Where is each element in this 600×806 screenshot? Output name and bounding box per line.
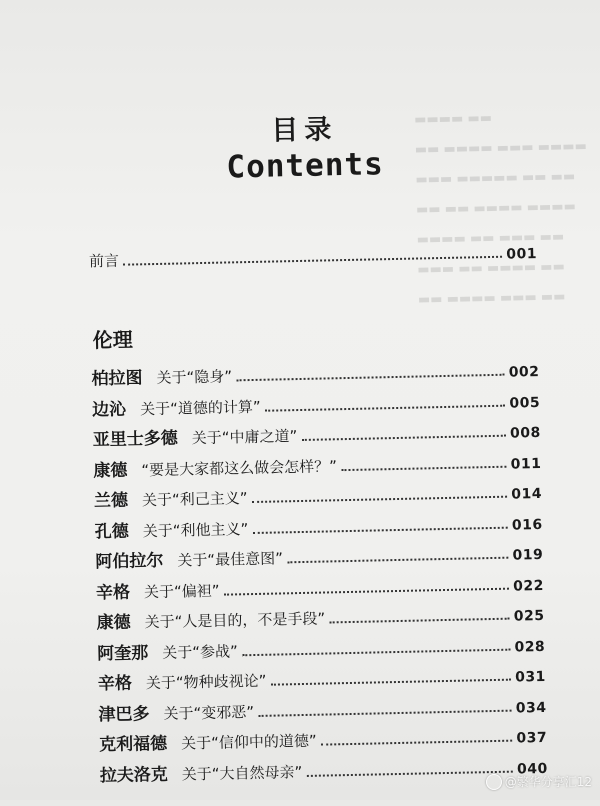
watermark (486, 773, 592, 790)
toc-entry (94, 507, 542, 541)
entry-topic: 关于“道德的计算” (139, 397, 261, 418)
entry-topic: 关于“中庸之道” (191, 427, 298, 448)
page-number: 025 (513, 607, 545, 625)
leader-dots (265, 403, 506, 411)
toc-entry (95, 538, 543, 572)
leader-dots (252, 495, 508, 503)
leader-dots (306, 769, 513, 776)
entry-topic: 关于“变邪恶” (163, 702, 255, 723)
page-number: 028 (514, 638, 546, 656)
philosopher-name: 辛格 (97, 673, 133, 695)
philosopher-name: 拉夫洛克 (99, 764, 169, 786)
page-number: 016 (511, 516, 543, 534)
philosopher-name: 津巴多 (98, 703, 150, 725)
toc-entry (96, 568, 544, 602)
leader-dots (321, 739, 513, 746)
toc-entry (96, 599, 544, 633)
page-number: 001 (506, 246, 538, 263)
leader-dots (242, 647, 511, 656)
toc-entry (92, 416, 540, 450)
toc-entry (97, 629, 545, 663)
preface-label: 前言 (88, 251, 120, 271)
philosopher-name: 康德 (96, 612, 131, 634)
leader-dots (270, 678, 511, 686)
philosopher-name: 康德 (93, 460, 128, 481)
philosopher-name: 克利福德 (98, 733, 168, 756)
toc-entry (94, 477, 542, 511)
entry-topic: 关于“人是目的，不是手段” (144, 609, 326, 632)
philosopher-name: 孔德 (94, 521, 129, 542)
entry-topic: “要是大家都这么做会怎样？” (141, 456, 338, 479)
leader-dots (236, 373, 505, 382)
leader-dots (224, 586, 510, 595)
toc-entry (91, 355, 539, 389)
entry-topic: 关于“隐身” (156, 367, 233, 387)
page-number: 031 (514, 668, 547, 686)
page-number: 022 (513, 577, 545, 595)
philosopher-name: 辛格 (95, 582, 131, 603)
philosopher-name: 阿奎那 (97, 642, 149, 664)
watermark-logo-icon (486, 774, 502, 790)
entry-topic: 关于“最佳意图” (177, 549, 284, 570)
entry-topic: 关于“参战” (162, 641, 238, 662)
page-number: 008 (509, 424, 541, 442)
page-title: 目录 (271, 114, 338, 147)
philosopher-name: 兰德 (93, 490, 129, 512)
toc-entry (92, 385, 540, 419)
entry-topic: 关于“偏袒” (143, 581, 220, 601)
section-heading: 伦理 (92, 327, 133, 353)
entry-topic: 关于“物种歧视论” (145, 671, 267, 693)
page-number: 005 (509, 394, 541, 412)
toc-entry (93, 446, 541, 480)
leader-dots (329, 617, 510, 624)
toc-entry (98, 690, 546, 724)
philosopher-name: 柏拉图 (91, 368, 143, 390)
leader-dots (258, 708, 512, 716)
page-subtitle: Contents (226, 146, 385, 186)
entry-topic: 关于“利己主义” (141, 489, 248, 510)
toc-entry (99, 721, 547, 755)
leader-dots (301, 434, 506, 441)
page-number: 019 (512, 546, 544, 564)
toc-entry (98, 660, 546, 694)
leader-dots (252, 525, 508, 533)
leader-dots (341, 464, 507, 470)
page-number: 040 (516, 760, 548, 778)
leader-dots (287, 556, 509, 564)
entry-topic: 关于“大自然母亲” (181, 762, 303, 784)
entry-topic: 关于“利他主义” (142, 519, 249, 540)
philosopher-name: 亚里士多德 (92, 428, 178, 451)
philosopher-name: 边沁 (91, 399, 127, 420)
entry-topic: 关于“信仰中的道德” (180, 731, 317, 753)
page-number: 014 (511, 485, 543, 503)
bleed-through-text: ▬▬▬▬ ▬▬ ▬▬ ▬▬▬▬ ▬▬▬ ▬▬▬▬ ▬▬▬ ▬▬▬▬▬ ▬▬ ▬▬ ▬▬ ▬▬ ▬▬▬▬ ▬▬▬▬ ▬▬▬▬ ▬▬ ▬▬▬ ▬▬ ▬▬▬ ▬▬ ▬▬▬▬ ▬▬ ▬▬ ▬▬▬▬ ▬▬▬ ▬▬ (414, 110, 587, 308)
page-number: 037 (516, 729, 548, 747)
philosopher-name: 阿伯拉尔 (95, 550, 164, 573)
page-number: 011 (510, 455, 542, 473)
watermark-text: @繁华分享汇12 (504, 775, 592, 789)
page-number: 034 (515, 699, 547, 717)
toc-entry (100, 751, 548, 785)
page-number: 002 (508, 363, 540, 381)
